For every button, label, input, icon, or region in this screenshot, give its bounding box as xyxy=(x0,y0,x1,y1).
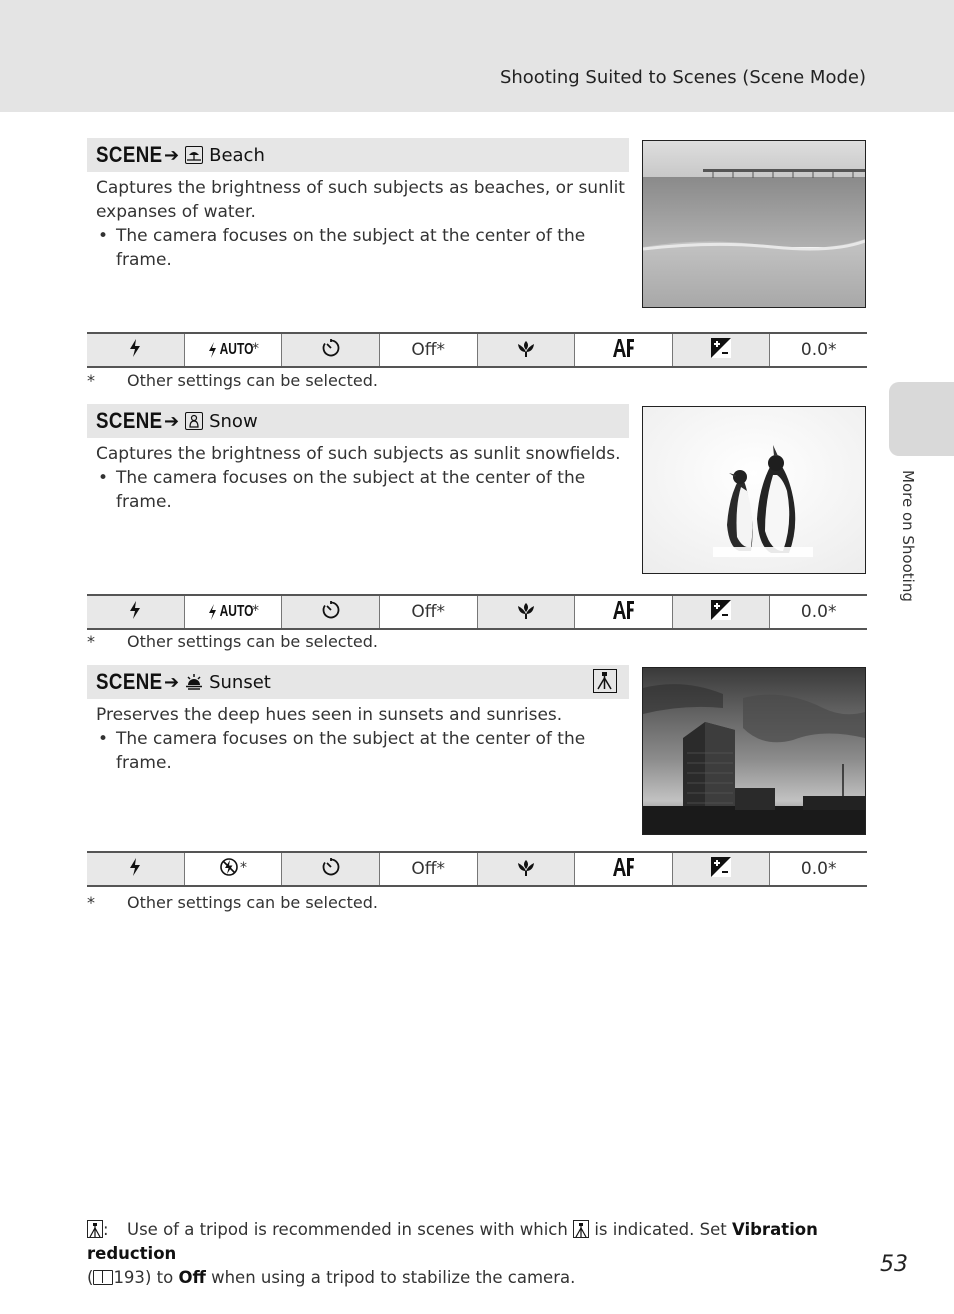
flash-icon xyxy=(127,857,143,882)
settings-row xyxy=(87,332,867,368)
footnote xyxy=(87,371,378,390)
exposure-value: 0.0* xyxy=(769,334,867,366)
mode-name: Sunset xyxy=(209,671,271,693)
section-heading xyxy=(87,138,629,172)
macro-icon xyxy=(515,338,537,363)
mode-name: Snow xyxy=(209,410,258,432)
bullet-text: • The camera focuses on the subject at the center of the frame. xyxy=(96,224,626,272)
self-timer-value: Off* xyxy=(379,853,477,885)
macro-header xyxy=(477,596,575,628)
section-heading xyxy=(87,665,629,699)
flash-mode-value xyxy=(184,853,282,885)
footnote-mark: * xyxy=(87,632,95,651)
af-header xyxy=(574,334,672,366)
flash-auto-label: AUTO xyxy=(219,341,254,358)
settings-row xyxy=(87,851,867,887)
note-text-part4: ) to xyxy=(144,1268,174,1287)
exposure-header xyxy=(672,334,770,366)
arrow-icon: ➔ xyxy=(164,410,180,432)
section-description xyxy=(96,442,626,514)
snow-icon xyxy=(185,412,203,430)
arrow-icon: ➔ xyxy=(164,671,180,693)
flash-auto-label: AUTO xyxy=(219,603,254,620)
settings-row xyxy=(87,594,867,630)
af-header xyxy=(574,596,672,628)
exposure-value: 0.0* xyxy=(769,596,867,628)
self-timer-header xyxy=(281,596,379,628)
flash-mode-header xyxy=(87,853,184,885)
footnote-mark: * xyxy=(87,893,95,912)
flash-mode-header xyxy=(87,596,184,628)
flash-mode-value xyxy=(184,596,282,628)
beach-icon xyxy=(185,146,203,164)
af-icon xyxy=(611,600,635,625)
flash-icon xyxy=(127,338,143,363)
scene-label: SCENE xyxy=(96,669,163,694)
section-description xyxy=(96,176,626,272)
page-reference[interactable]: 193 xyxy=(113,1268,145,1287)
exposure-header xyxy=(672,853,770,885)
footnote-text: Other settings can be selected. xyxy=(127,371,378,390)
self-timer-icon xyxy=(321,857,341,882)
af-icon xyxy=(611,338,635,363)
flash-icon xyxy=(127,600,143,625)
sunset-icon xyxy=(185,673,203,691)
footnote-mark: * xyxy=(87,371,95,390)
bullet-text: • The camera focuses on the subject at the center of the frame. xyxy=(96,727,626,775)
macro-header xyxy=(477,853,575,885)
note-text-part3: ( xyxy=(87,1268,94,1287)
description-text: Captures the brightness of such subjects as sunlit snowfields. xyxy=(96,444,621,464)
flash-auto-icon xyxy=(207,341,254,359)
macro-header xyxy=(477,334,575,366)
footnote-text: Other settings can be selected. xyxy=(127,632,378,651)
macro-icon xyxy=(515,857,537,882)
bullet-text: • The camera focuses on the subject at the center of the frame. xyxy=(96,466,626,514)
description-text: Captures the brightness of such subjects as beaches, or sunlit expanses of water. xyxy=(96,178,625,222)
vibration-reduction-label: Vibration reduction xyxy=(87,1220,818,1263)
exposure-compensation-icon xyxy=(711,338,731,363)
footnote-text: Other settings can be selected. xyxy=(127,893,378,912)
header-band xyxy=(0,0,954,112)
self-timer-value: Off* xyxy=(379,596,477,628)
self-timer-header xyxy=(281,853,379,885)
note-text-part1: Use of a tripod is recommended in scenes with which xyxy=(127,1220,568,1239)
footnote-star: * xyxy=(239,860,247,876)
section-description xyxy=(96,703,626,775)
scene-label: SCENE xyxy=(96,408,163,433)
flash-mode-value xyxy=(184,334,282,366)
macro-icon xyxy=(515,600,537,625)
chapter-tab xyxy=(889,382,954,456)
page-number: 53 xyxy=(880,1252,908,1277)
note-text-part2: is indicated. Set xyxy=(594,1220,727,1239)
self-timer-icon xyxy=(321,600,341,625)
scene-label: SCENE xyxy=(96,142,163,167)
arrow-icon: ➔ xyxy=(164,144,180,166)
flash-off-icon xyxy=(219,857,239,882)
snow-photo xyxy=(642,406,866,574)
exposure-value: 0.0* xyxy=(769,853,867,885)
tripod-icon xyxy=(573,1220,589,1238)
tripod-note-colon: : xyxy=(103,1220,109,1239)
tripod-note-key xyxy=(87,1218,127,1242)
footnote xyxy=(87,893,378,912)
description-text: Preserves the deep hues seen in sunsets and sunrises. xyxy=(96,705,563,725)
book-reference-icon xyxy=(93,1270,113,1285)
flash-mode-header xyxy=(87,334,184,366)
af-header xyxy=(574,853,672,885)
off-label: Off xyxy=(178,1268,206,1287)
page-header-title: Shooting Suited to Scenes (Scene Mode) xyxy=(499,67,866,88)
sunset-photo xyxy=(642,667,866,835)
note-text-part5: when using a tripod to stabilize the camera. xyxy=(211,1268,576,1287)
exposure-compensation-icon xyxy=(711,857,731,882)
footnote-star: * xyxy=(251,603,259,619)
exposure-header xyxy=(672,596,770,628)
self-timer-icon xyxy=(321,338,341,363)
self-timer-header xyxy=(281,334,379,366)
chapter-tab-label: More on Shooting xyxy=(899,470,917,602)
mode-name: Beach xyxy=(209,144,265,166)
section-heading xyxy=(87,404,629,438)
self-timer-value: Off* xyxy=(379,334,477,366)
tripod-icon xyxy=(593,669,617,693)
af-icon xyxy=(611,857,635,882)
flash-auto-icon xyxy=(207,603,254,621)
footnote-star: * xyxy=(251,341,259,357)
tripod-note xyxy=(87,1218,867,1290)
footnote xyxy=(87,632,378,651)
exposure-compensation-icon xyxy=(711,600,731,625)
tripod-icon xyxy=(87,1220,103,1238)
beach-photo xyxy=(642,140,866,308)
